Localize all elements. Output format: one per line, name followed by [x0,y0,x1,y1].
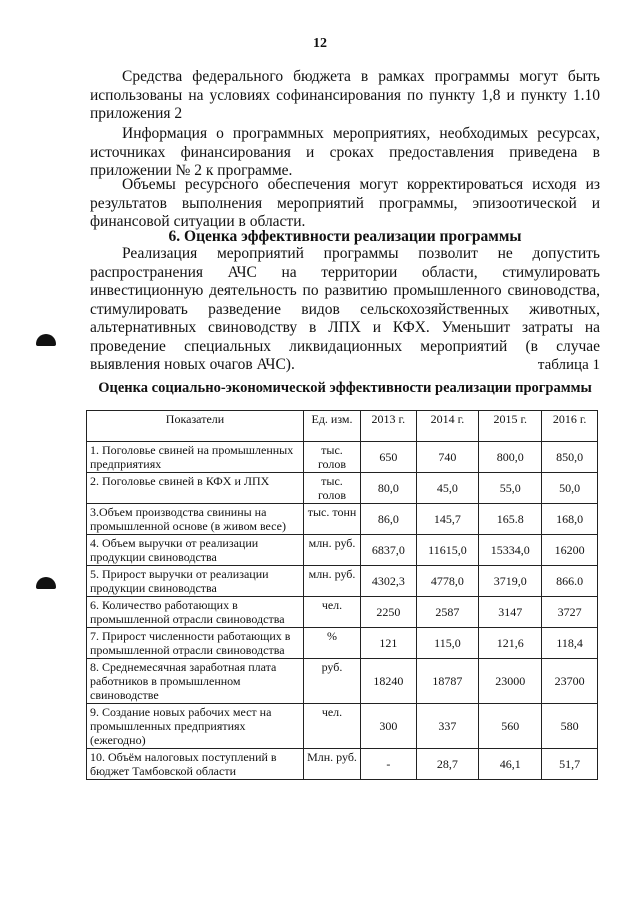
table-label: таблица 1 [537,357,600,373]
value-2013-cell: 6837,0 [361,535,417,566]
value-2015-cell: 23000 [479,659,542,704]
value-2015-cell: 46,1 [479,749,542,780]
value-2014-cell: 337 [416,704,479,749]
paragraph-text: Реализация мероприятий программы позволит не допустить распространения АЧС на территории области, стимулировать инвестиционную деятельность по развитию промышленного свиноводства, стимулировать разведение видов сельскохозяйственных животных, альтернативных свиноводству в ЛПХ и КФХ. Уменьшит затраты на проведение специальных ликвидационных мероприятий (в случае выявления новых очагов АЧС). [90,245,600,373]
paragraph-text: Средства федерального бюджета в рамках программы могут быть использованы на условиях софинансирования по пункту 1,8 и пункту 1.10 приложения 2 [90,68,600,122]
value-2013-cell: 2250 [361,597,417,628]
value-2014-cell: 11615,0 [416,535,479,566]
unit-cell: млн. руб. [304,535,361,566]
header-2016: 2016 г. [542,411,598,442]
table-row [87,566,598,597]
unit-cell: чел. [304,704,361,749]
table-row [87,535,598,566]
unit-cell: тыс. голов [304,442,361,473]
value-2016-cell: 168,0 [542,504,598,535]
paragraph-resource-volume [90,176,600,232]
value-2014-cell: 145,7 [416,504,479,535]
value-2015-cell: 3147 [479,597,542,628]
value-2016-cell: 51,7 [542,749,598,780]
unit-cell: тыс. голов [304,473,361,504]
table-row [87,659,598,704]
value-2014-cell: 4778,0 [416,566,479,597]
punch-hole-mark [36,334,56,346]
table-row [87,749,598,780]
indicator-cell: 7. Прирост численности работающих в промышленной отрасли свиноводства [87,628,304,659]
paragraph-implementation [90,245,600,375]
header-indicator: Показатели [87,411,304,442]
indicator-cell: 8. Среднемесячная заработная плата работников в промышленном свиноводстве [87,659,304,704]
table-row [87,704,598,749]
table-title: Оценка социально-экономической эффективности реализации программы [98,380,592,396]
page-number: 12 [313,36,327,51]
value-2015-cell: 3719,0 [479,566,542,597]
value-2016-cell: 50,0 [542,473,598,504]
value-2014-cell: 115,0 [416,628,479,659]
value-2015-cell: 121,6 [479,628,542,659]
unit-cell: чел. [304,597,361,628]
value-2016-cell: 23700 [542,659,598,704]
indicator-cell: 1. Поголовье свиней на промышленных предприятиях [87,442,304,473]
value-2015-cell: 165.8 [479,504,542,535]
value-2014-cell: 740 [416,442,479,473]
value-2016-cell: 580 [542,704,598,749]
value-2015-cell: 55,0 [479,473,542,504]
value-2013-cell: - [361,749,417,780]
table-row [87,504,598,535]
value-2015-cell: 800,0 [479,442,542,473]
indicator-cell: 6. Количество работающих в промышленной отрасли свиноводства [87,597,304,628]
value-2014-cell: 28,7 [416,749,479,780]
header-2013: 2013 г. [361,411,417,442]
header-2015: 2015 г. [479,411,542,442]
value-2013-cell: 121 [361,628,417,659]
value-2016-cell: 16200 [542,535,598,566]
value-2014-cell: 2587 [416,597,479,628]
indicator-cell: 3.Объем производства свинины на промышленной основе (в живом весе) [87,504,304,535]
value-2016-cell: 118,4 [542,628,598,659]
value-2013-cell: 86,0 [361,504,417,535]
value-2016-cell: 850,0 [542,442,598,473]
efficiency-table [86,410,598,780]
value-2015-cell: 560 [479,704,542,749]
paragraph-text: Информация о программных мероприятиях, необходимых ресурсах, источниках финансирования и сроках предоставления приведена в приложении № 2 к программе. [90,125,600,179]
unit-cell: тыс. тонн [304,504,361,535]
unit-cell: % [304,628,361,659]
table-row [87,442,598,473]
table-row [87,597,598,628]
value-2013-cell: 18240 [361,659,417,704]
header-2014: 2014 г. [416,411,479,442]
value-2014-cell: 18787 [416,659,479,704]
table-row [87,628,598,659]
indicator-cell: 4. Объем выручки от реализации продукции свиноводства [87,535,304,566]
paragraph-text: Объемы ресурсного обеспечения могут корректироваться исходя из результатов выполнения мероприятий программы, эпизоотической и финансовой ситуации в области. [90,176,600,230]
value-2016-cell: 866.0 [542,566,598,597]
section-heading: 6. Оценка эффективности реализации программы [168,228,522,245]
unit-cell: руб. [304,659,361,704]
table-header-row [87,411,598,442]
value-2015-cell: 15334,0 [479,535,542,566]
indicator-cell: 9. Создание новых рабочих мест на промышленных предприятиях (ежегодно) [87,704,304,749]
value-2013-cell: 300 [361,704,417,749]
header-unit: Ед. изм. [304,411,361,442]
value-2013-cell: 80,0 [361,473,417,504]
value-2016-cell: 3727 [542,597,598,628]
indicator-cell: 2. Поголовье свиней в КФХ и ЛПХ [87,473,304,504]
punch-hole-mark [36,577,56,589]
paragraph-program-info [90,125,600,181]
indicator-cell: 5. Прирост выручки от реализации продукции свиноводства [87,566,304,597]
indicator-cell: 10. Объём налоговых поступлений в бюджет Тамбовской области [87,749,304,780]
unit-cell: Млн. руб. [304,749,361,780]
value-2013-cell: 4302,3 [361,566,417,597]
paragraph-federal-budget [90,68,600,124]
table-row [87,473,598,504]
unit-cell: млн. руб. [304,566,361,597]
value-2013-cell: 650 [361,442,417,473]
value-2014-cell: 45,0 [416,473,479,504]
